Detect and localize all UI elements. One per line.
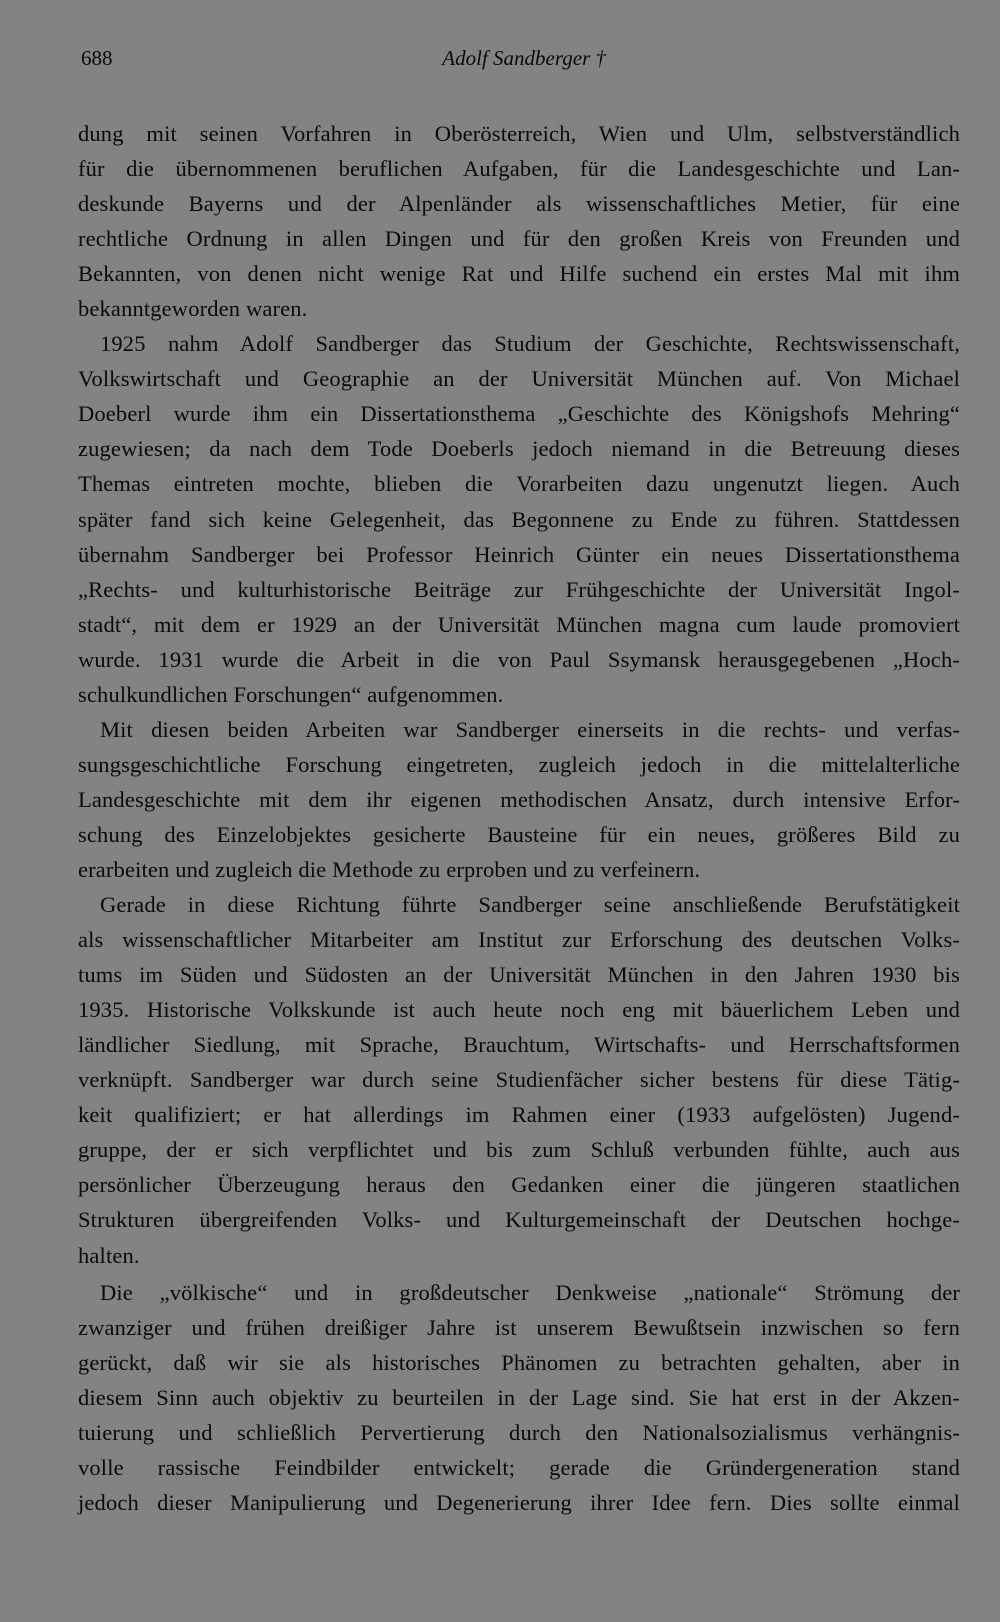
text-line: stadt“, mit dem er 1929 an der Universität München magna cum laude promoviert <box>78 611 960 637</box>
text-line: Bekannten, von denen nicht wenige Rat und Hilfe suchend ein erstes Mal mit ihm <box>78 261 960 287</box>
text-line: rechtliche Ordnung in allen Dingen und für den großen Kreis von Freunden und <box>78 226 960 252</box>
text-line: Themas eintreten mochte, blieben die Vorarbeiten dazu ungenutzt liegen. Auch <box>78 471 960 497</box>
text-line: sungsgeschichtliche Forschung eingetreten, zugleich jedoch in die mittelalterliche <box>78 751 960 777</box>
text-line: halten. <box>78 1242 140 1268</box>
page-number: 688 <box>81 46 113 70</box>
text-line: als wissenschaftlicher Mitarbeiter am Institut zur Erforschung des deutschen Volks- <box>78 927 960 953</box>
text-line: wurde. 1931 wurde die Arbeit in die von Paul Ssymansk herausgegebenen „Hoch- <box>78 646 960 672</box>
text-line: dung mit seinen Vorfahren in Oberösterreich, Wien und Ulm, selbstverständlich <box>78 121 960 146</box>
text-line: zugewiesen; da nach dem Tode Doeberls jedoch niemand in die Betreuung dieses <box>78 436 960 462</box>
text-line: „Rechts- und kulturhistorische Beiträge zur Frühgeschichte der Universität Ingol- <box>78 576 960 602</box>
paragraph <box>78 1275 960 1520</box>
paragraph <box>78 116 960 326</box>
text-line: 1935. Historische Volkskunde ist auch heute noch eng mit bäuerlichem Leben und <box>78 997 960 1023</box>
running-title: Adolf Sandberger † <box>442 46 606 70</box>
text-line: Die „völkische“ und in großdeutscher Denkweise „nationale“ Strömung der <box>100 1279 960 1305</box>
text-line: Volkswirtschaft und Geographie an der Universität München auf. Von Michael <box>78 366 960 392</box>
text-line: für die übernommenen beruflichen Aufgaben, für die Landesgeschichte und Lan- <box>78 156 960 182</box>
paragraph <box>78 712 960 887</box>
text-line: jedoch dieser Manipulierung und Degenerierung ihrer Idee fern. Dies sollte einmal <box>78 1489 960 1515</box>
paragraph <box>78 887 960 1273</box>
text-line: zwanziger und frühen dreißiger Jahre ist unserem Bewußtsein inzwischen so fern <box>78 1314 960 1340</box>
text-line: übernahm Sandberger bei Professor Heinrich Günter ein neues Dissertationsthema <box>78 541 960 567</box>
text-line: persönlicher Überzeugung heraus den Gedanken einer die jüngeren staatlichen <box>78 1172 960 1198</box>
text-line: volle rassische Feindbilder entwickelt; gerade die Gründergeneration stand <box>78 1454 960 1480</box>
text-line: tums im Süden und Südosten an der Universität München in den Jahren 1930 bis <box>78 962 960 988</box>
text-line: Strukturen übergreifenden Volks- und Kulturgemeinschaft der Deutschen hochge- <box>78 1207 960 1233</box>
text-line: schulkundlichen Forschungen“ aufgenommen. <box>78 681 504 707</box>
body-text <box>78 116 960 1520</box>
text-line: deskunde Bayerns und der Alpenländer als wissenschaftliches Metier, für eine <box>78 191 960 217</box>
text-line: später fand sich keine Gelegenheit, das Begonnene zu Ende zu führen. Stattdessen <box>78 506 960 532</box>
text-line: erarbeiten und zugleich die Methode zu erproben und zu verfeinern. <box>78 856 701 882</box>
text-line: Landesgeschichte mit dem ihr eigenen methodischen Ansatz, durch intensive Erfor- <box>78 786 960 812</box>
text-line: diesem Sinn auch objektiv zu beurteilen in der Lage sind. Sie hat erst in der Akzen- <box>78 1384 960 1410</box>
text-line: 1925 nahm Adolf Sandberger das Studium der Geschichte, Rechtswissenschaft, <box>100 331 960 357</box>
text-line: Doeberl wurde ihm ein Dissertationsthema „Geschichte des Königshofs Mehring“ <box>78 401 960 427</box>
text-line: verknüpft. Sandberger war durch seine Studienfächer sicher bestens für diese Tätig- <box>78 1067 960 1093</box>
text-line: gerückt, daß wir sie als historisches Phänomen zu betrachten gehalten, aber in <box>78 1349 960 1375</box>
text-line: bekanntgeworden waren. <box>78 296 308 322</box>
text-line: gruppe, der er sich verpflichtet und bis zum Schluß verbunden fühlte, auch aus <box>78 1137 960 1163</box>
text-line: Mit diesen beiden Arbeiten war Sandberger einerseits in die rechts- und verfas- <box>100 716 960 742</box>
paragraph <box>78 326 960 712</box>
running-header <box>81 46 606 76</box>
text-line: keit qualifiziert; er hat allerdings im Rahmen einer (1933 aufgelösten) Jugend- <box>78 1102 960 1128</box>
text-line: ländlicher Siedlung, mit Sprache, Brauchtum, Wirtschafts- und Herrschaftsformen <box>78 1032 960 1058</box>
text-line: Gerade in diese Richtung führte Sandberger seine anschließende Berufstätigkeit <box>100 892 960 918</box>
text-line: tuierung und schließlich Pervertierung durch den Nationalsozialismus verhängnis- <box>78 1419 960 1445</box>
text-line: schung des Einzelobjektes gesicherte Bausteine für ein neues, größeres Bild zu <box>78 821 960 847</box>
